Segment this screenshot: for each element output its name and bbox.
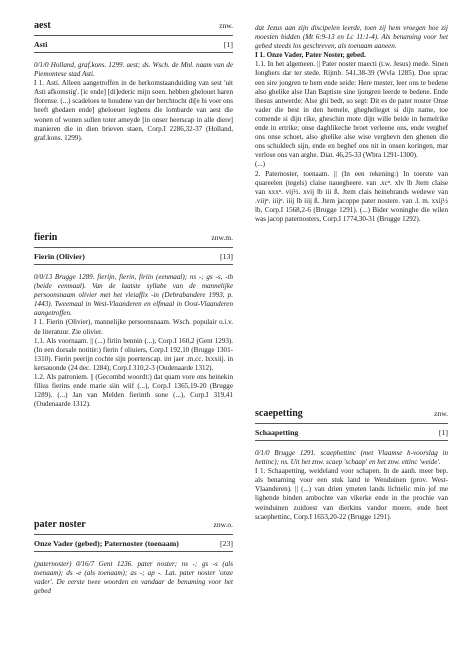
entry-lemma: fierin	[34, 232, 58, 243]
entry-lemma: pater noster	[34, 519, 86, 530]
entry-scaepetting	[255, 408, 448, 522]
entry-body	[255, 449, 448, 522]
sense-label: Asti	[34, 40, 48, 49]
entry-body	[34, 273, 233, 409]
paragraph: 0/0/13 Brugge 1289. fierijn, fierin, firiin (eenmaal); ns -; gs -s, -th (beide eenmaal). Van de laatste syllabe van de mannelijke persoonsnaam olivier met het vleiaffix -in (Debrabandere 1993, p. 1443). Tweemaal in West-Vlaanderen en elfmaal in Oost-Vlaanderen aangetroffen.	[34, 273, 233, 318]
paragraph: I 1. Onze Vader, Pater Noster, gebed.	[255, 51, 366, 60]
entry-header	[34, 20, 233, 31]
paragraph: I 1. Schaapetting, weideland voor schapen. In de aanh. meer bep. als benaming voor een stuk land te Wenduinen (prov. West-Vlaanderen). || (...) van drien ymeten lands lichtelic min jof me lighende binden ambochte van vikerke ende in the prochie van weinduinen zuidoest van dierkins vandor moere, ende heet scaephettinc, Corp.I 1653,20-22 (Brugge 1291).	[255, 467, 448, 521]
paragraph: 0/1/0 Holland, graf.kons. 1299. aest; ds. Wsch. de Mnl. naam van de Piemontese stad Asti.	[34, 61, 233, 79]
entry-header	[34, 232, 233, 243]
sense-label: Schaapetting	[255, 428, 299, 437]
entry-pos: znw.	[219, 21, 233, 30]
paragraph: dat Jezus aan zijn discipelen leerde, toen zij hem vroegen hoe zij moesten bidden (Mt 6:9-13 en Lc 11:1-4). Als benaming voor het gebed steeds los geschreven, als toenaam aaneen.	[255, 24, 448, 51]
divider	[34, 52, 233, 53]
divider	[34, 35, 233, 36]
sense-label: Fierin (Olivier)	[34, 252, 85, 261]
sense-count: [1]	[438, 428, 448, 437]
divider	[34, 264, 233, 265]
sense-label: Onze Vader (gebed); Paternoster (toenaam)	[34, 539, 179, 548]
divider	[255, 423, 448, 424]
sense-header	[255, 428, 448, 437]
divider	[34, 247, 233, 248]
divider	[255, 440, 448, 441]
paragraph: 2. Paternoster, toenaam. || (In een rekening:) In toerste van quareelen (tegels) claise nauegheere. van .xcⁿ. xlv lb Jtem claise van xxxⁿ. vij½. xvij lb iii ß. Jtem clais heinebrands wedewe van .viijⁿ. iiijⁿ. iiij lb iiij ß. Jtem jacoppe pater nostere. van .l. m. xxij½ lb, Corp.I 1568,2-6 (Brugge 1291). (...) Bider woninghe die wilen was jacop paternosters, Corp.I 1774,30-31 (Brugge 1292).	[255, 169, 448, 223]
divider	[34, 551, 233, 552]
paragraph: 1.1. In het algemeen. || Pater noster maecti (t.w. Jesus) mede. Sinen Ionghers dar ter stede. Rijmb. 541,38-39 (Wvla 1285). Doe sprac een sire jongren te hem ende seide: Here mester, leer ons te bedene also ghelike alse IJan Baptiste sine ijongren leerde te bedene. Ende ihesus antwerde: Alse ghi bedt, so segt: Dit es de pater noster Onse vader die best in den hemele, gheghelieget si dijn name, toe comende si dijn rike, gheschin mote dijn wille beide in hemelrike ende in ertrike; onse daghlikeche broet verleene ons, ende verghef ons onse schoet, also ghelike alse wise verghevn den ghenen die ons schuldech sijn, ende en beghef ons nit in onsen koringen, mar verlose ons van arghe. Diat. 46,25-33 (Wbra 1291-1300).	[255, 60, 448, 160]
sense-count: [23]	[220, 539, 233, 548]
entry-header	[34, 519, 233, 530]
entry-aest	[34, 20, 233, 143]
entry-pater-noster-continued	[255, 24, 448, 224]
entry-pos: znw.	[434, 409, 448, 418]
paragraph: I 1. Fierin (Olivier), mannelijke persoonsnaam. Wsch. populair o.i.v. de literatuur. Zie olivier.	[34, 318, 233, 336]
sense-count: [13]	[220, 252, 233, 261]
sense-header	[34, 40, 233, 49]
paragraph: (...)	[255, 160, 266, 169]
entry-body	[34, 560, 233, 596]
entry-pos: znw.m.	[211, 233, 233, 242]
entry-body	[34, 61, 233, 143]
paragraph: 0/1/0 Brugge 1291. scaephettinc (met Vlaamse h-voorslag in hettinc); ns. Uit het znw. scaep 'schaap' en het znw. ettinc 'weide'.	[255, 449, 448, 467]
sense-count: [1]	[223, 40, 233, 49]
paragraph: 1.2. Als patroniem. || (Gecombd woordt:) dat quam vore ons heinekin filius fierins ende marie siin wiif (...), Corp.I 1365,19-20 (Brugge 1289). (...) Jan van Melden fierinth sone (...), Corp.I 319,41 (Oudenaarde 1312).	[34, 373, 233, 409]
entry-lemma: aest	[34, 20, 51, 31]
sense-header	[34, 252, 233, 261]
entry-fierin	[34, 232, 233, 409]
divider	[34, 534, 233, 535]
entry-lemma: scaepetting	[255, 408, 303, 419]
paragraph: (paternoster) 0/16/7 Gent 1236. pater noster; ns -; gs -s (als toenaam); ds -e (als toenaam); as -; ap -. Lat. pater noster 'onze vader'. De eerste twee woorden en vandaar de benaming voor het gebed	[34, 560, 233, 596]
entry-pater-noster	[34, 519, 233, 596]
paragraph: I 1. Asti. Alleen aangetroffen in de herkomstaanduiding van sest 'uit Asti afkomstig'. [ic ende] [di]ederic mijn soen. hebben ghelouet haren florense. (...) scadeloes te houdene van der berchtocht di[e hi voer ons heeft ghedaen ende] gheloeuet ieghens die lombarde van aest die wonen of wonen sullen toter ameyde [in onser heerscap in alle diere] manieren die in dien brieven staen, Corp.I 2286,32-37 (Holland, graf.kons. 1299).	[34, 79, 233, 142]
entry-pos: znw.o.	[213, 520, 233, 529]
sense-header	[34, 539, 233, 548]
paragraph: 1.1. Als voornaam. || (...) firiin bennin (...), Corp.I 160,2 (Gent 1293). (In een dorsale notitie:) fierin f oliuiers, Corp.I 192,10 (Brugge 1301-1310). Fierin peerijn cochte sijn poerterscap. int jaer .m.cc. lxxxiij. in kersauonde (24 dec. 1284), Corp.I 310,2-3 (Oudenaarde 1312).	[34, 336, 233, 372]
entry-header	[255, 408, 448, 419]
